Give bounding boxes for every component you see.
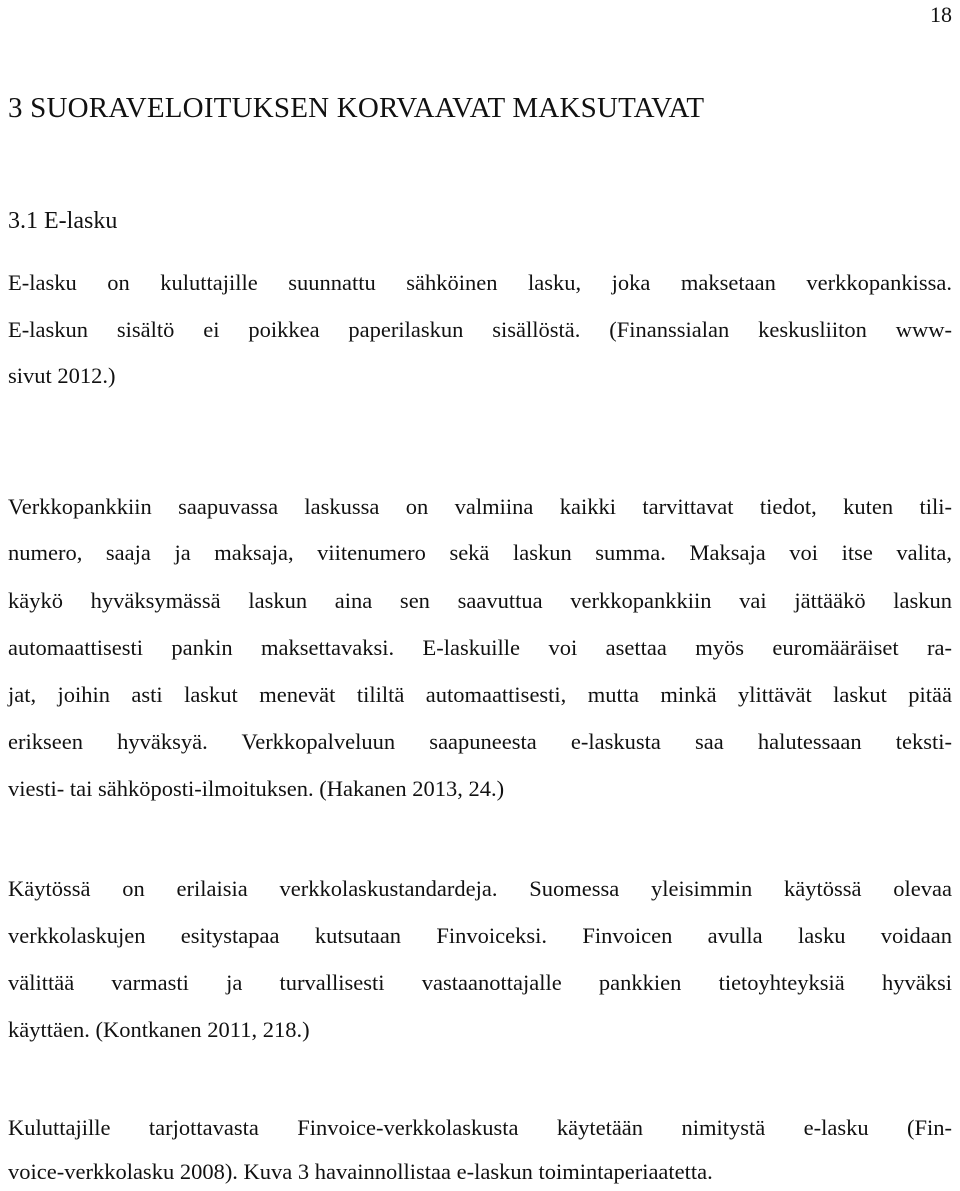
section-title: 3.1 E-lasku <box>8 208 118 234</box>
paragraph-line: käykö hyväksymässä laskun aina sen saavuttua verkkopankkiin vai jättääkö laskun <box>8 588 952 613</box>
paragraph-line: numero, saaja ja maksaja, viitenumero sekä laskun summa. Maksaja voi itse valita, <box>8 540 952 565</box>
paragraph-line: E-lasku on kuluttajille suunnattu sähköinen lasku, joka maksetaan verkkopankissa. <box>8 270 952 295</box>
page-number: 18 <box>930 2 952 27</box>
paragraph-line: Verkkopankkiin saapuvassa laskussa on valmiina kaikki tarvittavat tiedot, kuten tili- <box>8 494 952 519</box>
chapter-title: 3 SUORAVELOITUKSEN KORVAAVAT MAKSUTAVAT <box>8 92 705 124</box>
paragraph-line: voice-verkkolasku 2008). Kuva 3 havainnollistaa e-laskun toimintaperiaatetta. <box>8 1159 713 1184</box>
paragraph-line: välittää varmasti ja turvallisesti vastaanottajalle pankkien tietoyhteyksiä hyväksi <box>8 970 952 995</box>
paragraph-line: jat, joihin asti laskut menevät tililtä automaattisesti, mutta minkä ylittävät laskut pitää <box>8 682 952 707</box>
paragraph-line: viesti- tai sähköposti-ilmoituksen. (Hakanen 2013, 24.) <box>8 776 505 801</box>
paragraph-line: erikseen hyväksyä. Verkkopalveluun saapuneesta e-laskusta saa halutessaan teksti- <box>8 729 952 754</box>
paragraph-line: E-laskun sisältö ei poikkea paperilaskun sisällöstä. (Finanssialan keskusliiton www- <box>8 317 952 342</box>
paragraph-line: verkkolaskujen esitystapaa kutsutaan Finvoiceksi. Finvoicen avulla lasku voidaan <box>8 923 952 948</box>
paragraph-line: käyttäen. (Kontkanen 2011, 218.) <box>8 1017 310 1042</box>
paragraph-line: automaattisesti pankin maksettavaksi. E-laskuille voi asettaa myös euromääräiset ra- <box>8 635 952 660</box>
paragraph-line: Kuluttajille tarjottavasta Finvoice-verkkolaskusta käytetään nimitystä e-lasku (Fin- <box>8 1115 952 1140</box>
paragraph-line: Käytössä on erilaisia verkkolaskustandardeja. Suomessa yleisimmin käytössä olevaa <box>8 876 952 901</box>
paragraph-line: sivut 2012.) <box>8 363 116 388</box>
